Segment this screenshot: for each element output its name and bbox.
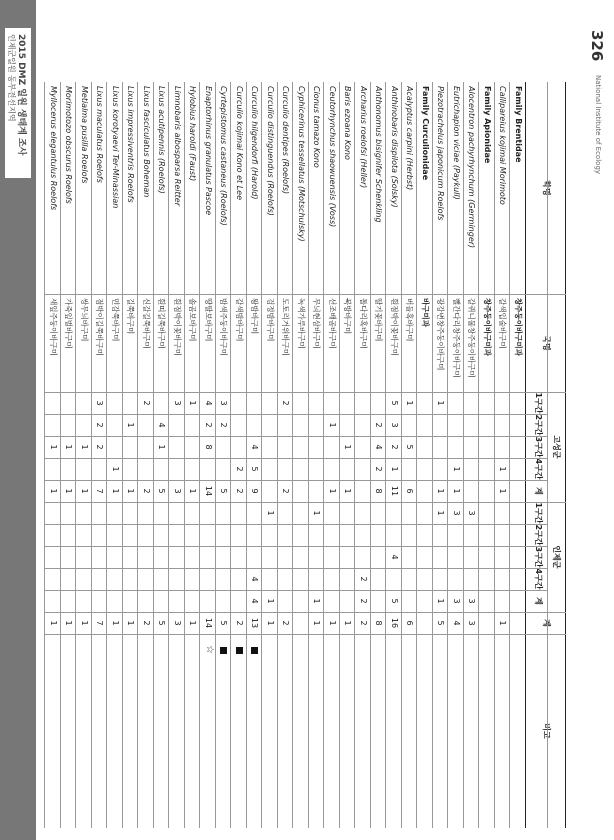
page-header — [582, 0, 614, 840]
species-korean-name: 검정밤바구미 — [266, 298, 275, 342]
total-count: 6 — [405, 620, 415, 626]
header-group-goseong: 고성군 — [552, 435, 561, 459]
sum-goseong: 1 — [343, 488, 353, 494]
count-inje: 3 — [452, 510, 461, 516]
count-goseong: 1 — [188, 400, 198, 406]
species-korean-name: 뻘간다리창주둥이바구미 — [452, 298, 461, 378]
sum-goseong: 2 — [142, 488, 151, 494]
table-column-rule — [46, 524, 549, 525]
sum-inje: 2 — [359, 598, 368, 604]
species-korean-name: 선조배곰바구미 — [328, 298, 337, 349]
species-scientific-name: Myllocerus elegantulus Roelofs — [49, 86, 58, 211]
header-remark: 비고 — [542, 723, 551, 739]
total-count: 1 — [328, 620, 337, 626]
table-rule — [231, 82, 232, 828]
species-korean-name: 흰점박이꽃바구미 — [390, 298, 399, 356]
total-count: 1 — [343, 620, 353, 626]
header-korean-name: 국명 — [542, 335, 551, 351]
total-count: 16 — [390, 617, 399, 629]
sum-goseong: 1 — [436, 488, 446, 494]
species-scientific-name: Lixus korotyaevi Ter-Minassian — [111, 86, 120, 209]
count-goseong: 1 — [157, 444, 167, 450]
species-scientific-name: Cyrtepistomus castaneus (Roelofs) — [219, 86, 229, 226]
count-inje: 1 — [266, 510, 275, 516]
count-goseong: 3 — [219, 400, 229, 406]
count-goseong: 1 — [328, 422, 337, 428]
table-rule — [45, 82, 46, 828]
species-scientific-name: Lixus maculatus Roelofs — [95, 86, 105, 183]
count-goseong: 5 — [390, 400, 399, 406]
table-column-rule — [46, 634, 567, 635]
sum-inje: 1 — [266, 598, 275, 604]
sum-inje: 3 — [452, 598, 461, 604]
sum-inje: 1 — [312, 598, 322, 604]
species-scientific-name: Limnobaris albosparsa Reitter — [173, 86, 182, 206]
table-column-rule — [46, 546, 549, 547]
count-goseong: 3 — [173, 400, 182, 406]
total-count: 8 — [374, 620, 384, 626]
header-section-goseong: 1구간 — [534, 392, 543, 414]
species-table — [38, 82, 566, 828]
table-rule — [184, 82, 185, 828]
species-korean-name: 점박이길쭉바구미 — [95, 298, 105, 356]
species-scientific-name: Baris ezoana Kono — [343, 86, 353, 160]
count-goseong: 1 — [111, 466, 120, 472]
total-count: 7 — [95, 620, 105, 626]
sum-goseong: 1 — [111, 488, 120, 494]
side-band-title: 2015 DMZ 일원 생태계 조사 — [16, 34, 26, 156]
table-column-rule — [46, 294, 567, 295]
header-section-goseong: 2구간 — [534, 414, 543, 436]
species-scientific-name: Lixus acutipennis (Roelofs) — [157, 86, 167, 194]
table-rule — [169, 82, 170, 828]
species-korean-name: 민감쭉바구미 — [111, 298, 120, 342]
total-count: 4 — [452, 620, 461, 626]
species-scientific-name: Lixus fasciculatus Boheman — [142, 86, 151, 198]
sum-goseong: 1 — [328, 488, 337, 494]
table-rule — [262, 82, 263, 828]
species-scientific-name: Cyphicerinus tessellatus (Motschulsky) — [297, 86, 306, 242]
table-rule — [215, 82, 216, 828]
total-count: 1 — [80, 620, 89, 626]
species-scientific-name: Curculio distinguendus (Roelofs) — [266, 86, 275, 216]
header-section-inje: 2구간 — [534, 524, 543, 546]
count-goseong: 5 — [405, 444, 415, 450]
species-korean-name: 흰점박이꽃바구미 — [173, 298, 182, 356]
species-scientific-name: Metialma pusilla Roelofs — [80, 86, 89, 184]
count-goseong: 2 — [142, 400, 151, 406]
species-scientific-name: Hylobius haroldi (Faust) — [188, 86, 198, 182]
table-rule — [401, 82, 402, 828]
species-scientific-name: Alocentron pachyrhynchum (Germinger) — [467, 86, 477, 249]
sum-inje: 3 — [467, 598, 477, 604]
table-rule — [293, 82, 294, 828]
header-section-inje: 3구간 — [534, 546, 543, 568]
count-goseong: 4 — [374, 444, 384, 450]
count-goseong: 2 — [390, 444, 399, 450]
table-rule — [370, 82, 371, 828]
total-count: 1 — [126, 620, 136, 626]
table-rule — [510, 82, 511, 828]
species-korean-name: 버들혹바구미 — [405, 298, 415, 342]
sum-inje: 4 — [250, 598, 260, 604]
total-count: 5 — [219, 620, 229, 626]
header-total: 계 — [542, 619, 551, 627]
species-korean-name: 길쭉바구미 — [126, 298, 136, 335]
sum-goseong: 8 — [374, 488, 384, 494]
table-rule — [107, 82, 108, 828]
count-goseong: 1 — [64, 444, 74, 450]
species-scientific-name: Curculio hilgendorfi (Harold) — [250, 86, 260, 200]
count-inje: 4 — [390, 554, 399, 560]
remark-mark-icon — [236, 647, 243, 654]
header-section-goseong: 4구간 — [534, 458, 543, 480]
count-goseong: 2 — [281, 400, 291, 406]
count-goseong: 1 — [452, 466, 461, 472]
count-goseong: 2 — [204, 422, 213, 428]
total-count: 13 — [250, 617, 260, 629]
total-count: 5 — [157, 620, 167, 626]
remark-star-icon: ☆ — [204, 645, 215, 654]
count-goseong: 1 — [390, 466, 399, 472]
table-rule — [246, 82, 247, 828]
table-rule — [494, 82, 495, 828]
table-rule — [308, 82, 309, 828]
species-korean-name: 가죽잎벌바구미 — [64, 298, 74, 349]
count-inje: 2 — [359, 576, 368, 582]
table-rule — [138, 82, 139, 828]
total-count: 5 — [436, 620, 446, 626]
species-korean-name: 밤색주둥이바구미 — [219, 298, 229, 356]
sum-goseong: 6 — [405, 488, 415, 494]
sum-goseong: 1 — [452, 488, 461, 494]
species-scientific-name: Curculio dentipes (Roelofs) — [281, 86, 291, 195]
count-goseong: 3 — [390, 422, 399, 428]
table-rule — [76, 82, 77, 828]
species-korean-name: 땅딸보바구미 — [204, 298, 213, 342]
species-korean-name: 솔곰보바구미 — [188, 298, 198, 342]
total-count: 1 — [64, 620, 74, 626]
side-band-subtitle: 인제군일원 동부전선지역 — [7, 34, 16, 122]
sum-goseong: 3 — [173, 488, 182, 494]
table-rule — [122, 82, 123, 828]
table-column-rule — [46, 458, 549, 459]
species-korean-name: 흰띠길쭉바구미 — [157, 298, 167, 349]
species-korean-name: 톱다리혹바구미 — [359, 298, 368, 349]
table-column-rule — [46, 480, 549, 481]
header-group-inje: 인제군 — [552, 545, 561, 569]
sum-goseong: 2 — [235, 488, 244, 494]
count-goseong: 3 — [95, 400, 105, 406]
sum-goseong: 1 — [498, 488, 508, 494]
species-korean-name: 왕밤바구미 — [250, 298, 260, 335]
species-scientific-name: Curculio kojimai Kono et Lee — [235, 86, 244, 200]
sum-goseong: 1 — [64, 488, 74, 494]
count-inje: 1 — [312, 510, 322, 516]
sum-goseong: 9 — [250, 488, 260, 494]
table-rule — [355, 82, 356, 828]
header-section-inje: 4구간 — [534, 568, 543, 590]
header-section-goseong: 3구간 — [534, 436, 543, 458]
table-rule — [200, 82, 201, 828]
sum-goseong: 1 — [49, 488, 58, 494]
count-goseong: 1 — [80, 444, 89, 450]
family-name: Family Apionidae — [483, 86, 492, 164]
species-scientific-name: Lixus impressiventris Roelofs — [126, 86, 136, 203]
total-count: 2 — [142, 620, 151, 626]
species-korean-name: 딸기꽃바구미 — [374, 298, 384, 342]
sum-goseong: 5 — [219, 488, 229, 494]
header-scientific-name: 학명 — [542, 180, 551, 196]
family-korean-name: 창주둥이바구미과 — [483, 298, 492, 356]
table-column-rule — [46, 568, 549, 569]
table-rule — [547, 82, 548, 828]
total-count: 2 — [281, 620, 291, 626]
species-scientific-name: Acalyptus carpini (Herbst) — [405, 86, 415, 191]
total-count: 1 — [312, 620, 322, 626]
total-count: 1 — [498, 620, 508, 626]
count-goseong: 4 — [157, 422, 167, 428]
sum-goseong: 2 — [281, 488, 291, 494]
count-goseong: 1 — [343, 444, 353, 450]
count-goseong: 2 — [219, 422, 229, 428]
table-rule — [417, 82, 418, 828]
table-rule — [60, 82, 61, 828]
species-scientific-name: Morimotozo obscurus Roelofs — [64, 86, 74, 204]
species-scientific-name: Eutrichapion viciae (Paykull) — [452, 86, 461, 200]
count-goseong: 4 — [250, 444, 260, 450]
species-scientific-name: Archarius roelofsi (Heller) — [359, 86, 368, 189]
species-korean-name: 새잎주둥이바구미 — [49, 298, 58, 356]
count-goseong: 2 — [374, 466, 384, 472]
total-count: 1 — [188, 620, 198, 626]
species-scientific-name: Cionus tamazo Kono — [312, 86, 322, 168]
family-korean-name: 창주둥이바구미과 — [514, 298, 523, 356]
family-name: Family Curculionidae — [421, 86, 430, 181]
count-goseong: 2 — [95, 422, 105, 428]
species-korean-name: 신갈길쭉바구미 — [142, 298, 151, 349]
table-rule — [432, 82, 433, 828]
table-rule — [448, 82, 449, 828]
table-column-rule — [46, 392, 567, 393]
total-count: 1 — [49, 620, 58, 626]
count-inje: 3 — [467, 510, 477, 516]
count-goseong: 2 — [235, 466, 244, 472]
table-rule — [479, 82, 480, 828]
table-column-rule — [46, 436, 549, 437]
total-count: 3 — [173, 620, 182, 626]
header-section-inje: 1구간 — [534, 502, 543, 524]
species-scientific-name: Anthinobaris dispilota (Solsky) — [390, 86, 399, 208]
table-rule — [565, 82, 566, 828]
table-column-rule — [46, 414, 549, 415]
table-rule — [463, 82, 464, 828]
species-korean-name: 무늬현삼바구미 — [312, 298, 322, 349]
total-count: 14 — [204, 617, 213, 629]
species-korean-name: 갈퀴니물창주둥이바구미 — [467, 298, 477, 378]
remark-mark-icon — [252, 647, 259, 654]
table-rule — [525, 82, 526, 828]
table-rule — [91, 82, 92, 828]
count-goseong: 1 — [436, 400, 446, 406]
sum-goseong: 1 — [126, 488, 136, 494]
species-korean-name: 녹색가루바구미 — [297, 298, 306, 349]
family-korean-name: 바구미과 — [421, 298, 430, 327]
species-scientific-name: Anthonomus bisignifer Schenkling — [374, 86, 384, 223]
species-korean-name: 갈색밤바구미 — [235, 298, 244, 342]
table-column-rule — [46, 502, 567, 503]
page-number: 326 — [588, 30, 606, 62]
total-count: 1 — [266, 620, 275, 626]
remark-mark-icon — [221, 647, 228, 654]
sum-inje: 1 — [436, 598, 446, 604]
header-sum-goseong: 계 — [534, 487, 543, 495]
sum-inje: 5 — [390, 598, 399, 604]
side-band — [0, 0, 36, 840]
count-goseong: 1 — [498, 466, 508, 472]
species-korean-name: 북방바구미 — [343, 298, 353, 335]
species-korean-name: 도토리거위바구미 — [281, 298, 291, 356]
species-scientific-name: Enaptorhinus granulatus Pascoe — [204, 86, 213, 216]
table-rule — [324, 82, 325, 828]
institute-name: National Institute of Ecology — [594, 75, 602, 175]
count-goseong: 5 — [250, 466, 260, 472]
sum-goseong: 1 — [80, 488, 89, 494]
total-count: 2 — [359, 620, 368, 626]
species-scientific-name: Callipareius kojimai Morimoto — [498, 86, 508, 205]
sum-goseong: 14 — [204, 485, 213, 497]
count-goseong: 1 — [405, 400, 415, 406]
sum-goseong: 7 — [95, 488, 105, 494]
species-korean-name: 쌍무늬바구미 — [80, 298, 89, 342]
count-goseong: 1 — [126, 422, 136, 428]
header-sum-inje: 계 — [534, 597, 543, 605]
table-rule — [153, 82, 154, 828]
family-name: Family Brentidae — [514, 86, 523, 163]
total-count: 2 — [235, 620, 244, 626]
table-rule — [339, 82, 340, 828]
count-goseong: 2 — [374, 422, 384, 428]
sum-goseong: 11 — [390, 485, 399, 497]
total-count: 1 — [111, 620, 120, 626]
sum-goseong: 5 — [157, 488, 167, 494]
count-goseong: 4 — [204, 400, 213, 406]
species-korean-name: 광강변창주둥이바구미 — [436, 298, 446, 371]
species-scientific-name: Piezotrachelus japonicum Roelofs — [436, 86, 446, 221]
count-goseong: 2 — [95, 444, 105, 450]
table-rule — [277, 82, 278, 828]
species-scientific-name: Ceutorhynchus shaowuensis (Voss) — [328, 86, 337, 228]
count-inje: 1 — [436, 510, 446, 516]
sum-goseong: 1 — [188, 488, 198, 494]
total-count: 3 — [467, 620, 477, 626]
count-goseong: 8 — [204, 444, 213, 450]
count-inje: 4 — [250, 576, 260, 582]
count-goseong: 1 — [49, 444, 58, 450]
species-korean-name: 갈색입술바구미 — [498, 298, 508, 349]
table-rule — [386, 82, 387, 828]
